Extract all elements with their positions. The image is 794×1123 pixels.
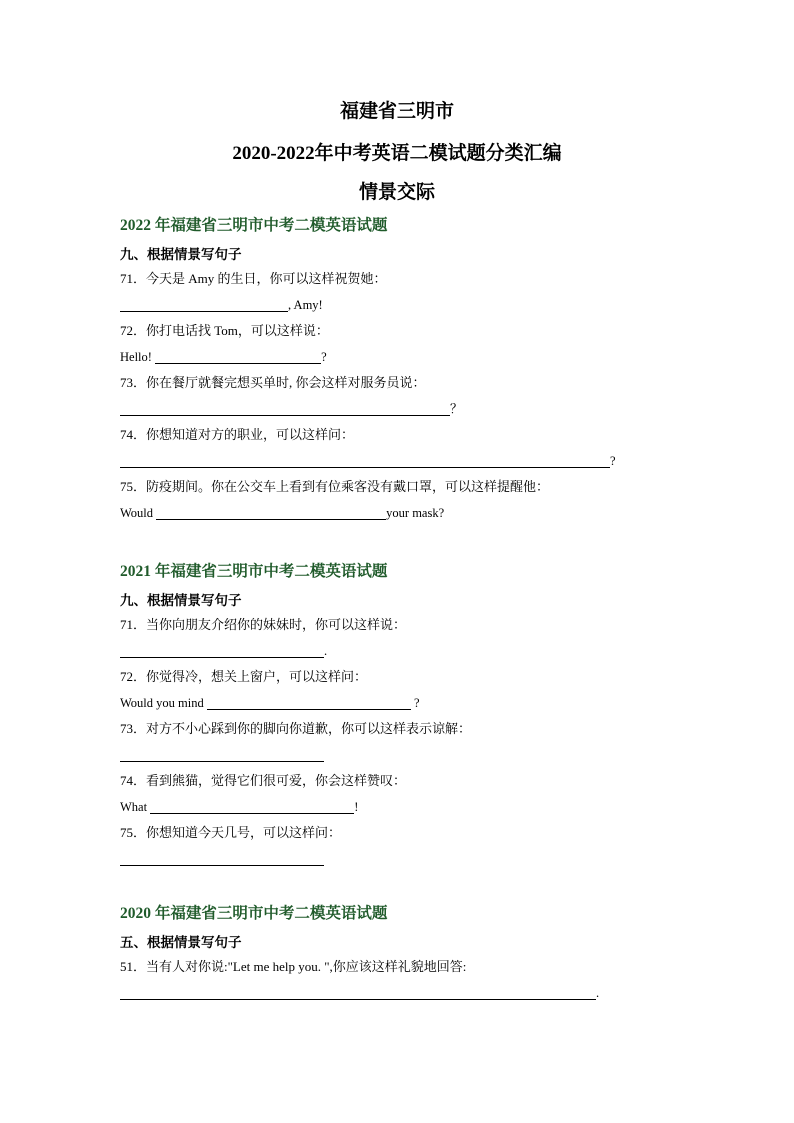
answer-71 [120,638,640,664]
question-73: 73．对方不小心踩到你的脚向你道歉，你可以这样表示谅解： [120,721,472,736]
section-subtitle: 九、根据情景写句子 [120,593,242,608]
answer-71 [120,292,640,318]
answer-suffix: ! [354,800,359,814]
question-74: 74．看到熊猫，觉得它们很可爱，你会这样赞叹： [120,773,407,788]
answer-prefix: What [120,800,151,814]
question-71: 71．当你向朋友介绍你的妹妹时，你可以这样说： [120,617,407,632]
answer-prefix: Would you mind [120,696,207,710]
answer-blank[interactable] [120,297,288,312]
section-subtitle: 五、根据情景写句子 [120,935,242,950]
answer-blank[interactable] [120,985,596,1000]
answer-blank[interactable] [155,349,321,364]
answer-suffix: your mask? [386,506,445,520]
answer-blank[interactable] [120,747,324,762]
question-75: 75．防疫期间。你在公交车上看到有位乘客没有戴口罩，可以这样提醒他： [120,479,550,494]
question-74: 74．你想知道对方的职业，可以这样问： [120,427,355,442]
section-title: 2022 年福建省三明市中考二模英语试题 [120,217,388,234]
answer-blank[interactable] [120,401,450,416]
answer-72 [120,690,640,716]
answer-prefix: Would [120,506,157,520]
answer-blank[interactable] [207,695,411,710]
answer-suffix: ? [410,696,420,710]
answer-73 [120,396,640,422]
answer-51 [120,980,640,1006]
answer-suffix: ? [610,454,616,468]
answer-suffix: . [596,986,600,1000]
answer-blank[interactable] [150,799,354,814]
question-72: 72．你觉得冷，想关上窗户，可以这样问： [120,669,368,684]
answer-74 [120,794,640,820]
answer-blank[interactable] [120,643,324,658]
doc-title-line2: 2020-2022年中考英语二模试题分类汇编 [232,143,562,164]
answer-73 [120,742,640,768]
section-2021 [120,560,640,872]
section-title: 2020 年福建省三明市中考二模英语试题 [120,905,388,922]
section-2020 [120,902,640,1006]
answer-72 [120,344,640,370]
answer-75 [120,846,640,872]
answer-suffix: ? [321,350,327,364]
doc-title-line1: 福建省三明市 [339,101,454,122]
answer-blank[interactable] [156,505,386,520]
question-72: 72．你打电话找 Tom，可以这样说： [120,323,329,338]
answer-suffix: ？ [450,402,463,416]
answer-suffix: , Amy! [288,298,323,312]
answer-blank[interactable] [120,851,324,866]
section-subtitle: 九、根据情景写句子 [120,247,242,262]
question-75: 75．你想知道今天几号，可以这样问： [120,825,342,840]
answer-74 [120,448,640,474]
answer-75 [120,500,640,526]
section-2022 [120,214,640,526]
answer-blank[interactable] [120,453,610,468]
doc-title-line3: 情景交际 [358,182,435,203]
question-71: 71．今天是 Amy 的生日，你可以这样祝贺她： [120,271,387,286]
answer-suffix: . [324,644,328,658]
answer-prefix: Hello! [120,350,156,364]
question-51: 51．当有人对你说:"Let me help you. ",你应该这样礼貌地回答: [120,959,467,974]
section-title: 2021 年福建省三明市中考二模英语试题 [120,563,388,580]
question-73: 73．你在餐厅就餐完想买单时, 你会这样对服务员说： [120,375,426,390]
